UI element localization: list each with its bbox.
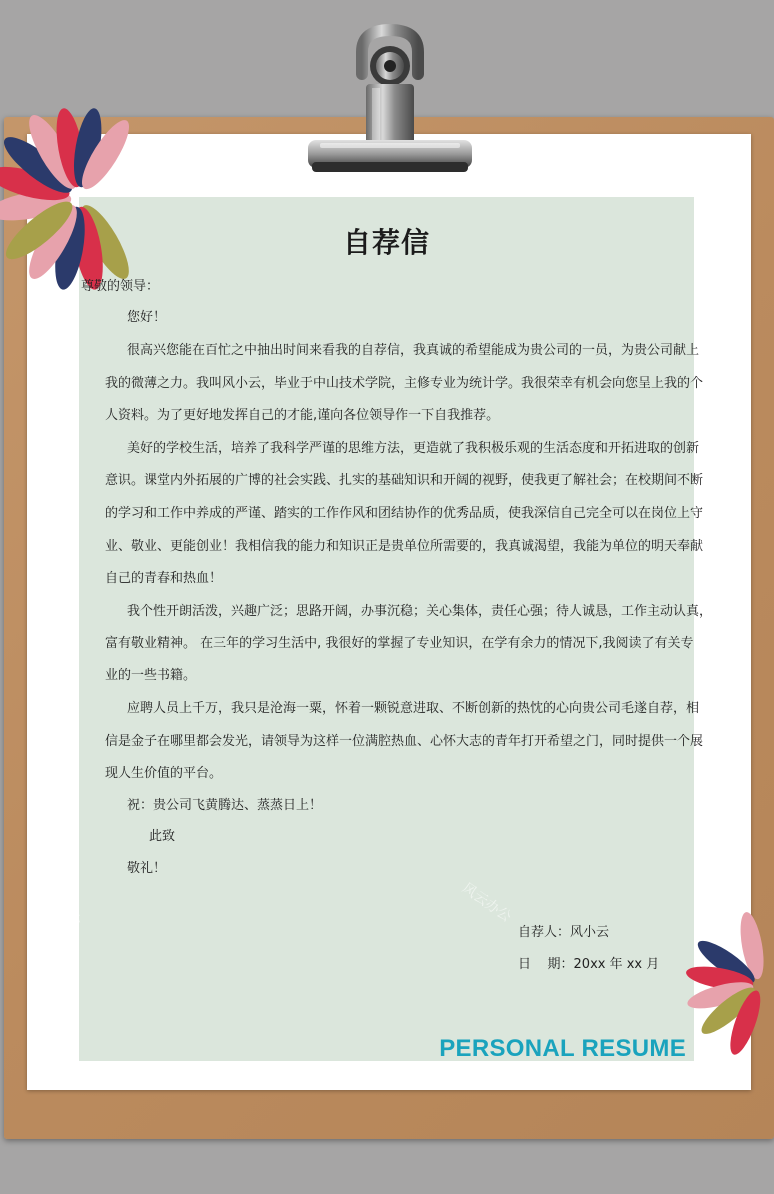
letter-title: 自荐信 — [342, 226, 430, 259]
paragraph-2-line: 业、敬业、更能创业！我相信我的能力和知识正是贵单位所需要的，我真诚渴望，我能为单位的明天奉献 — [105, 539, 704, 554]
binder-clip-icon — [300, 22, 480, 182]
paragraph-2-line: 意识。课堂内外拓展的广博的社会实践、扎实的基础知识和开阔的视野，使我更了解社会；在校期间不断 — [105, 473, 704, 488]
paragraph-2-line: 自己的青春和热血！ — [105, 571, 223, 586]
watermark-text: 风云办公 — [458, 880, 514, 926]
wish-line: 祝：贵公司飞黄腾达、蒸蒸日上！ — [127, 798, 323, 813]
paragraph-4-line: 应聘人员上千万，我只是沧海一粟，怀着一颗锐意进取、不断创新的热忱的心向贵公司毛遂自荐，相 — [127, 701, 700, 716]
paragraph-2-line: 的学习和工作中养成的严谨、踏实的工作作风和团结协作的优秀品质，使我深信自己完全可以在岗位上守 — [105, 506, 704, 521]
paragraph-3-line: 富有敬业精神。 在三年的学习生活中, 我很好的掌握了专业知识，在学有余力的情况下,我阅读了有关专 — [105, 636, 694, 651]
paragraph-1-line: 人资料。为了更好地发挥自己的才能,谨向各位领导作一下自我推荐。 — [105, 408, 500, 423]
paragraph-1-line: 很高兴您能在百忙之中抽出时间来看我的自荐信，我真诚的希望能成为贵公司的一员，为贵公司献上 — [127, 343, 700, 358]
cover-letter-page — [28, 197, 713, 1062]
brand-text: PERSONAL RESUME — [439, 1035, 686, 1062]
paragraph-4-line: 现人生价值的平台。 — [105, 766, 223, 781]
hello-line: 您好！ — [127, 310, 167, 325]
watermark-text: 风云办公 — [28, 885, 84, 931]
closing-line: 敬礼！ — [127, 861, 167, 876]
date-line: 日 期：20xx 年 xx 月 — [518, 957, 660, 972]
paragraph-2-line: 美好的学校生活，培养了我科学严谨的思维方法，更造就了我积极乐观的生活态度和开拓进取的创新 — [127, 441, 700, 456]
closing-line: 此致 — [149, 829, 176, 844]
greeting-line: 尊敬的领导： — [81, 279, 160, 294]
paragraph-3-line: 我个性开朗活泼，兴趣广泛；思路开阔，办事沉稳；关心集体，责任心强；待人诚恳，工作主动认真， — [127, 604, 713, 619]
signer-line: 自荐人：风小云 — [518, 925, 610, 940]
paragraph-4-line: 信是金子在哪里都会发光，请领导为这样一位满腔热血、心怀大志的青年打开希望之门，同时提供一个展 — [105, 734, 704, 749]
paragraph-3-line: 业的一些书籍。 — [105, 668, 197, 683]
paragraph-1-line: 我的微薄之力。我叫风小云，毕业于中山技术学院，主修专业为统计学。我很荣幸有机会向您呈上我的个 — [105, 376, 704, 391]
